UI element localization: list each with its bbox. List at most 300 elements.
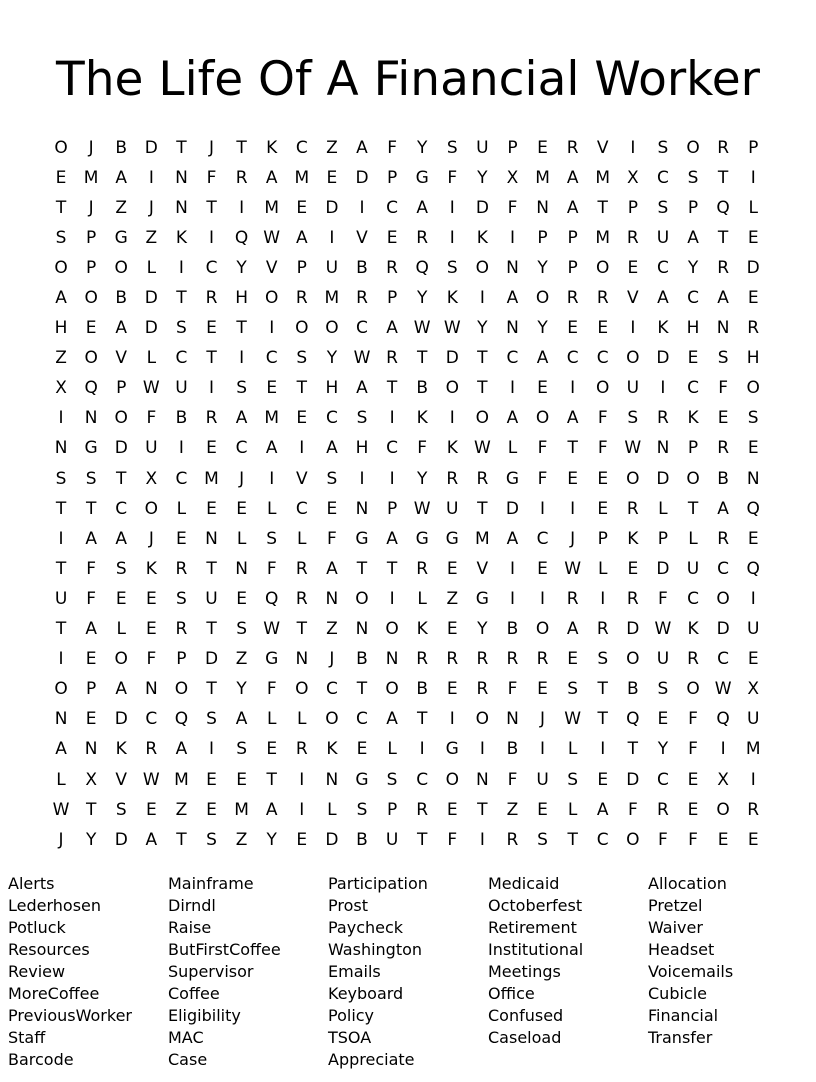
- grid-letter: H: [235, 288, 248, 309]
- grid-letter: Z: [145, 227, 158, 248]
- grid-letter: T: [356, 558, 368, 579]
- grid-letter: M: [745, 739, 761, 760]
- grid-letter: N: [656, 438, 670, 459]
- grid-letter: L: [266, 498, 277, 519]
- grid-letter: J: [58, 829, 64, 850]
- grid-letter: S: [657, 137, 669, 158]
- grid-letter: P: [386, 167, 398, 188]
- grid-letter: C: [115, 498, 128, 519]
- grid-letter: W: [263, 227, 281, 248]
- grid-letter: U: [205, 588, 218, 609]
- grid-letter: B: [115, 137, 128, 158]
- grid-letter: K: [657, 318, 669, 339]
- grid-letter: O: [445, 769, 459, 790]
- grid-letter: I: [720, 739, 726, 760]
- grid-letter: R: [205, 288, 218, 309]
- word-list-item: Retirement: [488, 918, 577, 937]
- grid-letter: U: [656, 227, 670, 248]
- grid-letter: X: [145, 468, 158, 489]
- grid-letter: S: [567, 769, 579, 790]
- word-list-item: Cubicle: [648, 984, 707, 1003]
- grid-letter: L: [236, 528, 247, 549]
- grid-letter: M: [264, 408, 280, 429]
- grid-letter: Y: [477, 318, 488, 339]
- word-list-item: ButFirstCoffee: [168, 940, 281, 959]
- grid-letter: M: [475, 528, 490, 549]
- word-list-item: Coffee: [168, 984, 220, 1003]
- grid-letter: J: [209, 137, 215, 158]
- grid-letter: K: [627, 528, 639, 549]
- grid-letter: M: [204, 468, 219, 489]
- grid-letter: S: [236, 739, 247, 760]
- grid-letter: A: [265, 167, 278, 188]
- grid-letter: X: [747, 679, 760, 700]
- grid-letter: O: [84, 348, 98, 369]
- grid-letter: R: [295, 288, 308, 309]
- grid-letter: P: [176, 649, 187, 670]
- grid-letter: R: [596, 288, 609, 309]
- grid-letter: E: [356, 739, 368, 760]
- grid-letter: E: [206, 498, 217, 519]
- grid-letter: Y: [266, 829, 277, 850]
- grid-letter: T: [55, 619, 67, 640]
- grid-letter: X: [506, 167, 519, 188]
- grid-letter: T: [477, 378, 488, 399]
- grid-letter: I: [509, 558, 515, 579]
- grid-letter: E: [266, 378, 278, 399]
- grid-letter: S: [356, 799, 368, 820]
- grid-letter: I: [750, 769, 756, 790]
- grid-letter: F: [718, 378, 728, 399]
- word-list-item: MoreCoffee: [8, 984, 100, 1003]
- grid-letter: O: [686, 137, 700, 158]
- grid-letter: Z: [326, 619, 338, 640]
- grid-letter: A: [175, 739, 188, 760]
- grid-letter: I: [449, 408, 455, 429]
- grid-letter: A: [265, 438, 278, 459]
- grid-letter: D: [505, 498, 519, 519]
- grid-letter: P: [86, 679, 97, 700]
- grid-letter: R: [747, 318, 760, 339]
- grid-letter: C: [596, 348, 609, 369]
- grid-letter: C: [506, 348, 519, 369]
- grid-letter: T: [296, 619, 307, 640]
- grid-letter: A: [295, 227, 308, 248]
- word-list: [8, 873, 808, 1071]
- grid-letter: S: [206, 829, 217, 850]
- grid-letter: E: [597, 769, 609, 790]
- grid-letter: B: [717, 468, 729, 489]
- grid-letter: I: [600, 739, 606, 760]
- grid-letter: Y: [416, 137, 428, 158]
- grid-letter: R: [717, 528, 730, 549]
- grid-letter: S: [446, 137, 458, 158]
- grid-letter: H: [686, 318, 700, 339]
- grid-letter: R: [687, 649, 699, 670]
- grid-letter: D: [325, 197, 339, 218]
- grid-letter: L: [597, 558, 608, 579]
- grid-letter: R: [717, 257, 730, 278]
- grid-letter: J: [148, 528, 154, 549]
- grid-letter: T: [717, 167, 729, 188]
- grid-letter: S: [356, 408, 368, 429]
- grid-letter: C: [536, 528, 549, 549]
- grid-letter: H: [746, 348, 760, 369]
- grid-letter: P: [86, 227, 97, 248]
- grid-letter: A: [115, 167, 128, 188]
- grid-letter: G: [355, 528, 369, 549]
- grid-letter: F: [507, 197, 518, 218]
- letter-grid: [46, 133, 768, 855]
- grid-letter: I: [750, 167, 756, 188]
- grid-letter: S: [326, 468, 338, 489]
- grid-letter: F: [417, 438, 428, 459]
- grid-letter: Z: [175, 799, 188, 820]
- grid-letter: C: [566, 348, 579, 369]
- grid-letter: R: [446, 649, 459, 670]
- grid-letter: B: [506, 619, 519, 640]
- grid-letter: D: [656, 468, 670, 489]
- grid-letter: E: [537, 799, 548, 820]
- grid-letter: V: [265, 257, 278, 278]
- grid-letter: I: [479, 739, 485, 760]
- grid-letter: R: [295, 588, 308, 609]
- grid-letter: F: [447, 829, 458, 850]
- grid-letter: U: [746, 709, 760, 730]
- grid-letter: D: [325, 829, 339, 850]
- grid-letter: C: [596, 829, 609, 850]
- grid-letter: Z: [326, 137, 338, 158]
- grid-letter: F: [688, 739, 698, 760]
- grid-letter: E: [326, 167, 338, 188]
- grid-letter: T: [477, 348, 488, 369]
- grid-letter: E: [747, 227, 759, 248]
- word-list-column: [488, 873, 648, 1071]
- grid-letter: T: [416, 709, 428, 730]
- grid-letter: Y: [85, 829, 97, 850]
- word-list-item: Appreciate: [328, 1050, 415, 1069]
- grid-letter: E: [236, 769, 247, 790]
- grid-letter: C: [325, 408, 338, 429]
- word-list-column: [8, 873, 168, 1071]
- grid-letter: I: [449, 227, 455, 248]
- grid-letter: D: [716, 619, 730, 640]
- grid-letter: C: [356, 709, 368, 730]
- grid-letter: B: [356, 829, 368, 850]
- grid-letter: I: [299, 438, 305, 459]
- grid-letter: W: [473, 438, 491, 459]
- grid-letter: L: [507, 438, 518, 459]
- grid-letter: Q: [746, 498, 760, 519]
- word-list-item: Meetings: [488, 962, 561, 981]
- grid-letter: W: [142, 769, 160, 790]
- grid-letter: U: [656, 649, 670, 670]
- grid-letter: A: [566, 619, 579, 640]
- grid-letter: D: [144, 288, 158, 309]
- grid-letter: R: [295, 739, 308, 760]
- grid-letter: I: [239, 348, 245, 369]
- grid-letter: O: [355, 588, 369, 609]
- grid-letter: E: [657, 709, 669, 730]
- grid-letter: P: [537, 227, 548, 248]
- grid-letter: N: [205, 528, 218, 549]
- grid-letter: O: [84, 288, 98, 309]
- grid-letter: T: [206, 619, 217, 640]
- grid-letter: C: [175, 348, 188, 369]
- grid-letter: E: [537, 378, 548, 399]
- grid-letter: T: [176, 829, 187, 850]
- grid-letter: U: [686, 558, 700, 579]
- grid-letter: S: [236, 378, 247, 399]
- grid-letter: U: [325, 257, 339, 278]
- grid-letter: R: [717, 137, 730, 158]
- grid-letter: S: [206, 709, 217, 730]
- grid-letter: U: [145, 438, 158, 459]
- grid-letter: O: [686, 468, 700, 489]
- grid-letter: S: [266, 528, 278, 549]
- grid-letter: V: [596, 137, 609, 158]
- grid-letter: T: [236, 318, 247, 339]
- grid-letter: T: [206, 679, 217, 700]
- grid-letter: L: [688, 528, 698, 549]
- grid-letter: A: [55, 739, 67, 760]
- word-list-column: [328, 873, 488, 1071]
- grid-letter: A: [356, 378, 368, 399]
- grid-letter: R: [416, 227, 429, 248]
- word-list-item: Institutional: [488, 940, 584, 959]
- grid-letter: F: [86, 588, 97, 609]
- grid-letter: I: [269, 318, 275, 339]
- grid-letter: E: [85, 709, 97, 730]
- grid-letter: E: [627, 558, 639, 579]
- grid-letter: E: [145, 619, 157, 640]
- grid-letter: R: [235, 167, 248, 188]
- word-list-item: Alerts: [8, 874, 55, 893]
- grid-letter: T: [55, 558, 67, 579]
- grid-letter: C: [386, 438, 399, 459]
- grid-letter: W: [654, 619, 672, 640]
- grid-letter: U: [385, 829, 399, 850]
- grid-letter: P: [567, 257, 578, 278]
- grid-letter: E: [537, 558, 548, 579]
- word-list-item: Resources: [8, 940, 90, 959]
- grid-letter: N: [235, 558, 248, 579]
- word-list-item: Mainframe: [168, 874, 254, 893]
- grid-letter: I: [630, 318, 636, 339]
- grid-letter: K: [687, 408, 699, 429]
- grid-letter: T: [477, 799, 488, 820]
- grid-letter: I: [449, 709, 455, 730]
- grid-letter: D: [204, 649, 219, 670]
- grid-letter: R: [205, 408, 218, 429]
- grid-letter: T: [206, 558, 217, 579]
- grid-letter: A: [717, 288, 729, 309]
- grid-letter: R: [416, 799, 429, 820]
- grid-letter: I: [540, 588, 546, 609]
- grid-letter: S: [115, 799, 127, 820]
- grid-letter: F: [688, 709, 698, 730]
- grid-letter: R: [356, 288, 368, 309]
- grid-letter: A: [506, 288, 519, 309]
- grid-letter: L: [567, 739, 578, 760]
- word-list-item: MAC: [168, 1028, 204, 1047]
- grid-letter: T: [55, 197, 67, 218]
- grid-letter: D: [114, 829, 128, 850]
- grid-letter: E: [296, 197, 308, 218]
- grid-letter: G: [265, 649, 279, 670]
- grid-letter: N: [54, 438, 68, 459]
- grid-letter: I: [479, 829, 485, 850]
- grid-letter: I: [540, 739, 546, 760]
- grid-letter: T: [567, 829, 578, 850]
- grid-letter: Z: [235, 649, 248, 670]
- grid-letter: A: [145, 829, 158, 850]
- grid-letter: T: [627, 739, 639, 760]
- grid-letter: S: [627, 408, 639, 429]
- grid-letter: E: [206, 438, 217, 459]
- grid-letter: R: [657, 799, 669, 820]
- grid-letter: O: [114, 257, 128, 278]
- grid-letter: E: [597, 498, 609, 519]
- grid-letter: N: [506, 709, 519, 730]
- grid-letter: Y: [477, 619, 488, 640]
- grid-letter: I: [509, 378, 515, 399]
- grid-letter: R: [626, 498, 639, 519]
- grid-letter: C: [416, 769, 429, 790]
- grid-letter: T: [567, 438, 578, 459]
- grid-letter: O: [475, 709, 490, 730]
- grid-letter: P: [507, 137, 518, 158]
- grid-letter: A: [386, 528, 398, 549]
- grid-letter: C: [656, 257, 669, 278]
- grid-letter: O: [325, 318, 339, 339]
- grid-letter: B: [416, 378, 428, 399]
- grid-letter: C: [325, 679, 338, 700]
- grid-letter: B: [506, 739, 519, 760]
- grid-letter: R: [476, 468, 489, 489]
- grid-letter: W: [142, 378, 160, 399]
- grid-letter: T: [477, 498, 488, 519]
- grid-letter: S: [115, 558, 127, 579]
- grid-letter: I: [329, 227, 335, 248]
- grid-letter: C: [145, 709, 158, 730]
- grid-letter: R: [175, 619, 188, 640]
- grid-letter: Y: [657, 739, 669, 760]
- grid-letter: T: [717, 227, 729, 248]
- word-list-item: Emails: [328, 962, 381, 981]
- grid-letter: G: [415, 167, 429, 188]
- grid-letter: O: [174, 679, 189, 700]
- grid-letter: E: [567, 649, 579, 670]
- grid-letter: N: [746, 468, 760, 489]
- grid-letter: I: [660, 378, 666, 399]
- grid-letter: I: [58, 528, 64, 549]
- grid-letter: F: [387, 137, 397, 158]
- grid-letter: O: [746, 378, 760, 399]
- grid-letter: O: [626, 829, 640, 850]
- grid-letter: T: [176, 288, 187, 309]
- grid-letter: E: [55, 167, 67, 188]
- grid-letter: E: [687, 799, 699, 820]
- grid-letter: E: [296, 408, 308, 429]
- grid-letter: T: [116, 468, 127, 489]
- grid-letter: C: [656, 769, 669, 790]
- grid-letter: Z: [55, 348, 67, 369]
- grid-letter: O: [265, 288, 279, 309]
- grid-letter: K: [326, 739, 338, 760]
- grid-letter: E: [236, 498, 247, 519]
- grid-letter: C: [656, 167, 669, 188]
- grid-letter: L: [327, 799, 337, 820]
- grid-letter: P: [296, 257, 307, 278]
- grid-letter: L: [658, 498, 668, 519]
- word-list-column: [168, 873, 328, 1071]
- grid-letter: P: [627, 197, 638, 218]
- grid-letter: Y: [537, 318, 548, 339]
- grid-letter: R: [506, 649, 519, 670]
- grid-letter: O: [475, 257, 490, 278]
- grid-letter: F: [206, 167, 217, 188]
- word-list-item: Review: [8, 962, 66, 981]
- grid-letter: N: [84, 408, 98, 429]
- grid-letter: Y: [236, 679, 247, 700]
- grid-letter: G: [114, 227, 128, 248]
- grid-letter: M: [294, 167, 310, 188]
- grid-letter: C: [356, 318, 368, 339]
- grid-letter: T: [296, 378, 307, 399]
- grid-letter: N: [84, 739, 98, 760]
- grid-letter: P: [748, 137, 759, 158]
- grid-letter: R: [566, 588, 579, 609]
- grid-letter: G: [445, 528, 459, 549]
- grid-letter: O: [626, 649, 640, 670]
- grid-letter: E: [206, 769, 217, 790]
- grid-letter: E: [687, 348, 699, 369]
- grid-letter: A: [536, 348, 549, 369]
- word-list-item: TSOA: [328, 1028, 372, 1047]
- grid-letter: F: [447, 167, 458, 188]
- grid-letter: C: [717, 649, 730, 670]
- grid-letter: I: [630, 137, 636, 158]
- grid-letter: D: [144, 137, 158, 158]
- word-list-column: [648, 873, 808, 1071]
- grid-letter: E: [567, 468, 579, 489]
- grid-letter: F: [507, 679, 518, 700]
- grid-letter: V: [115, 348, 128, 369]
- grid-letter: O: [295, 679, 309, 700]
- grid-letter: K: [416, 619, 428, 640]
- grid-letter: S: [537, 829, 548, 850]
- grid-letter: Z: [235, 829, 248, 850]
- grid-letter: X: [85, 769, 97, 790]
- grid-letter: Z: [115, 197, 128, 218]
- grid-letter: I: [209, 739, 215, 760]
- grid-letter: F: [86, 558, 97, 579]
- grid-letter: I: [449, 197, 455, 218]
- grid-letter: C: [265, 348, 278, 369]
- grid-letter: B: [356, 257, 368, 278]
- word-list-item: Office: [488, 984, 535, 1003]
- grid-letter: C: [717, 558, 730, 579]
- grid-letter: S: [296, 348, 308, 369]
- grid-letter: E: [85, 649, 97, 670]
- word-list-item: Voicemails: [648, 962, 734, 981]
- grid-letter: N: [175, 167, 188, 188]
- grid-letter: V: [115, 769, 128, 790]
- grid-letter: I: [389, 588, 395, 609]
- grid-letter: S: [657, 197, 669, 218]
- grid-letter: P: [386, 799, 398, 820]
